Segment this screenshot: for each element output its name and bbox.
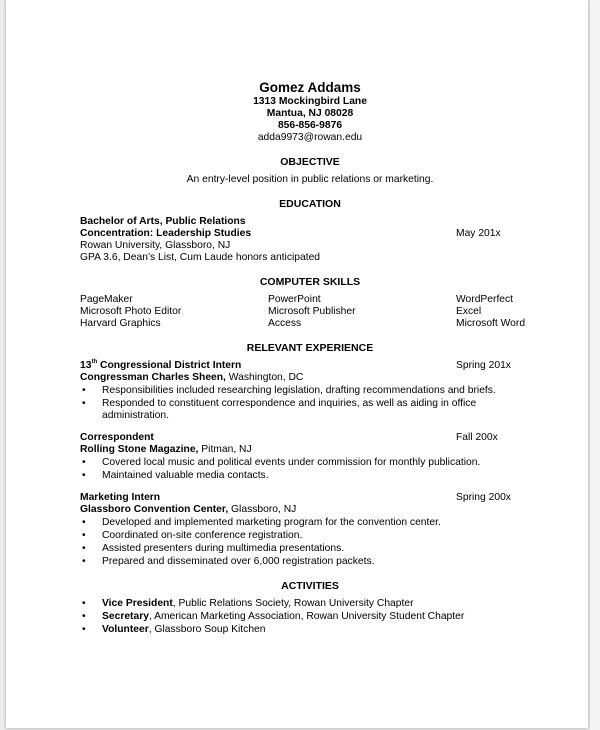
concentration-row	[80, 228, 540, 240]
job-entry	[80, 492, 540, 568]
applicant-name: Gomez Addams	[259, 80, 361, 95]
job-duty: • Assisted presenters during multimedia presentations.	[80, 543, 540, 555]
job-entry	[80, 360, 540, 422]
job-employer	[80, 444, 540, 456]
job-title-row	[80, 492, 540, 504]
employer-name: Glassboro Convention Center,	[80, 504, 229, 515]
resume-content	[80, 80, 540, 636]
job-entry	[80, 432, 540, 482]
degree: Bachelor of Arts, Public Relations	[80, 216, 246, 227]
gpa: GPA 3.6, Dean’s List, Cum Laude honors anticipated	[80, 252, 321, 263]
job-title	[80, 360, 241, 371]
email-address: adda9973@rowan.edu	[257, 132, 363, 143]
activity-role: Vice President	[102, 598, 173, 609]
job-duty: • Prepared and disseminated over 6,000 registration packets.	[80, 556, 540, 568]
phone-number: 856-856-9876	[277, 120, 343, 131]
objective-heading: OBJECTIVE	[280, 156, 340, 168]
skill-item: PageMaker	[80, 294, 133, 305]
skills-grid	[80, 294, 540, 330]
job-title-row	[80, 432, 540, 444]
school: Rowan University, Glassboro, NJ	[80, 240, 231, 251]
concentration: Concentration: Leadership Studies	[80, 228, 252, 239]
job-duty: • Responded to constituent correspondence and inquiries, as well as aiding in office administration.	[80, 398, 540, 422]
street-address: 1313 Mockingbird Lane	[253, 96, 367, 107]
skill-item: PowerPoint	[268, 294, 321, 305]
job-duty: • Covered local music and political events under commission for monthly publication.	[80, 457, 540, 469]
skill-item: Microsoft Photo Editor	[80, 306, 182, 317]
skill-item: Harvard Graphics	[80, 318, 161, 329]
job-duty: • Responsibilities included researching legislation, drafting recommendations and briefs.	[80, 385, 540, 397]
job-duties	[80, 385, 540, 422]
activity-item	[80, 624, 540, 636]
job-employer	[80, 372, 540, 384]
skill-item: Access	[268, 318, 302, 329]
city-state-zip: Mantua, NJ 08028	[266, 108, 354, 119]
job-title-row	[80, 360, 540, 372]
job-employer	[80, 504, 540, 516]
document-page	[6, 0, 588, 728]
activities-heading: ACTIVITIES	[281, 580, 339, 592]
job-date: Fall 200x	[456, 432, 498, 443]
job-duty: • Developed and implemented marketing program for the convention center.	[80, 517, 540, 529]
skill-item: Excel	[456, 306, 482, 317]
experience-heading: RELEVANT EXPERIENCE	[246, 342, 374, 354]
activity-role: Secretary	[102, 611, 149, 622]
skills-column-1	[80, 294, 181, 330]
graduation-date: May 201x	[456, 228, 501, 239]
education-heading: EDUCATION	[279, 198, 341, 210]
objective-text: An entry-level position in public relations or marketing.	[186, 174, 434, 185]
skill-item: Microsoft Word	[456, 318, 526, 329]
skills-heading: COMPUTER SKILLS	[259, 276, 361, 288]
job-title-number: 13	[80, 360, 92, 371]
skills-column-3	[456, 294, 525, 330]
activity-detail: , Glassboro Soup Kitchen	[148, 624, 266, 635]
skill-item: WordPerfect	[456, 294, 514, 305]
job-title-text: Congressional District Intern	[97, 360, 242, 371]
activity-item	[80, 611, 540, 623]
activity-item	[80, 598, 540, 610]
employer-name: Rolling Stone Magazine,	[80, 444, 199, 455]
job-date: Spring 201x	[456, 360, 511, 371]
resume-header	[80, 80, 540, 144]
employer-name: Congressman Charles Sheen,	[80, 372, 226, 383]
employer-location: Washington, DC	[225, 372, 304, 383]
job-title-suffix: th	[91, 359, 98, 365]
activity-detail: , Public Relations Society, Rowan University Chapter	[172, 598, 414, 609]
job-duties	[80, 517, 540, 568]
job-date: Spring 200x	[456, 492, 511, 503]
job-duty: • Coordinated on-site conference registration.	[80, 530, 540, 542]
employer-location: Pitman, NJ	[198, 444, 252, 455]
activity-role: Volunteer	[102, 624, 149, 635]
skills-column-2	[268, 294, 356, 330]
job-duties	[80, 457, 540, 482]
vertical-scrollbar[interactable]	[589, 0, 600, 730]
activity-detail: , American Marketing Association, Rowan University Student Chapter	[148, 611, 465, 622]
job-title: Marketing Intern	[80, 492, 161, 503]
job-duty: • Maintained valuable media contacts.	[80, 470, 540, 482]
skill-item: Microsoft Publisher	[268, 306, 356, 317]
employer-location: Glassboro, NJ	[228, 504, 297, 515]
activities-list	[80, 598, 540, 636]
job-title: Correspondent	[80, 432, 154, 443]
